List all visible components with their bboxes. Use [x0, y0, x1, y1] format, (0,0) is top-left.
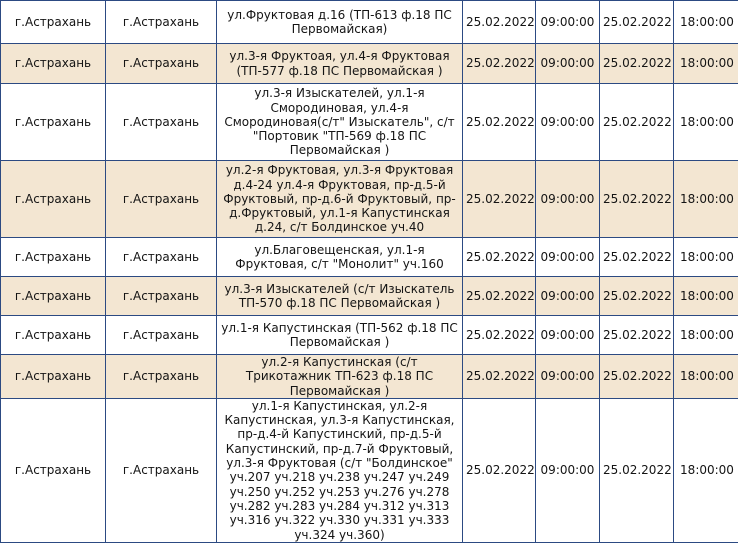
end-date-cell: 25.02.2022 [600, 161, 674, 238]
table-row [1, 84, 738, 161]
locality-cell: г.Астрахань [106, 161, 217, 238]
city-cell: г.Астрахань [1, 44, 106, 84]
locality-cell: г.Астрахань [106, 277, 217, 316]
end-time-cell: 18:00:00 [674, 238, 738, 277]
locality-cell: г.Астрахань [106, 44, 217, 84]
start-date-cell: 25.02.2022 [463, 355, 536, 399]
start-time-cell: 09:00:00 [536, 1, 600, 44]
address-cell: ул.1-я Капустинская (ТП-562 ф.18 ПС Первомайская ) [217, 316, 463, 355]
start-date-cell: 25.02.2022 [463, 161, 536, 238]
end-date-cell: 25.02.2022 [600, 44, 674, 84]
start-time-cell: 09:00:00 [536, 84, 600, 161]
table-row [1, 316, 738, 355]
table-row [1, 238, 738, 277]
end-date-cell: 25.02.2022 [600, 238, 674, 277]
end-time-cell: 18:00:00 [674, 44, 738, 84]
address-cell: ул.2-я Фруктовая, ул.3-я Фруктовая д.4-24 ул.4-я Фруктовая, пр-д.5-й Фруктовый, пр-д.6-й Фруктовый, пр-д.Фруктовый, ул.1-я Капустинская д.24, с/т Болдинское уч.40 [217, 161, 463, 238]
start-date-cell: 25.02.2022 [463, 44, 536, 84]
address-cell: ул.Благовещенская, ул.1-я Фруктовая, с/т "Монолит" уч.160 [217, 238, 463, 277]
address-cell: ул.3-я Фруктоая, ул.4-я Фруктовая (ТП-577 ф.18 ПС Первомайская ) [217, 44, 463, 84]
start-time-cell: 09:00:00 [536, 44, 600, 84]
city-cell: г.Астрахань [1, 316, 106, 355]
locality-cell: г.Астрахань [106, 316, 217, 355]
start-time-cell: 09:00:00 [536, 398, 600, 542]
table-row [1, 398, 738, 542]
start-time-cell: 09:00:00 [536, 316, 600, 355]
table-row [1, 44, 738, 84]
address-cell: ул.Фруктовая д.16 (ТП-613 ф.18 ПС Первомайская) [217, 1, 463, 44]
start-date-cell: 25.02.2022 [463, 84, 536, 161]
locality-cell: г.Астрахань [106, 355, 217, 399]
end-date-cell: 25.02.2022 [600, 277, 674, 316]
city-cell: г.Астрахань [1, 277, 106, 316]
city-cell: г.Астрахань [1, 238, 106, 277]
end-time-cell: 18:00:00 [674, 355, 738, 399]
start-date-cell: 25.02.2022 [463, 316, 536, 355]
table-row [1, 1, 738, 44]
start-time-cell: 09:00:00 [536, 238, 600, 277]
locality-cell: г.Астрахань [106, 398, 217, 542]
table-row [1, 355, 738, 399]
end-date-cell: 25.02.2022 [600, 84, 674, 161]
start-date-cell: 25.02.2022 [463, 398, 536, 542]
end-time-cell: 18:00:00 [674, 161, 738, 238]
locality-cell: г.Астрахань [106, 84, 217, 161]
end-date-cell: 25.02.2022 [600, 1, 674, 44]
address-cell: ул.3-я Изыскателей, ул.1-я Смородиновая, ул.4-я Смородиновая(с/т" Изыскатель", с/т "Портовик "ТП-569 ф.18 ПС Первомайская ) [217, 84, 463, 161]
table-row [1, 277, 738, 316]
end-date-cell: 25.02.2022 [600, 355, 674, 399]
city-cell: г.Астрахань [1, 1, 106, 44]
city-cell: г.Астрахань [1, 398, 106, 542]
city-cell: г.Астрахань [1, 161, 106, 238]
start-time-cell: 09:00:00 [536, 355, 600, 399]
end-time-cell: 18:00:00 [674, 316, 738, 355]
start-date-cell: 25.02.2022 [463, 1, 536, 44]
end-time-cell: 18:00:00 [674, 398, 738, 542]
city-cell: г.Астрахань [1, 355, 106, 399]
start-date-cell: 25.02.2022 [463, 238, 536, 277]
start-time-cell: 09:00:00 [536, 277, 600, 316]
address-cell: ул.2-я Капустинская (с/т Трикотажник ТП-623 ф.18 ПС Первомайская ) [217, 355, 463, 399]
locality-cell: г.Астрахань [106, 238, 217, 277]
table-row [1, 161, 738, 238]
start-date-cell: 25.02.2022 [463, 277, 536, 316]
city-cell: г.Астрахань [1, 84, 106, 161]
address-cell: ул.3-я Изыскателей (с/т Изыскатель ТП-570 ф.18 ПС Первомайская ) [217, 277, 463, 316]
end-date-cell: 25.02.2022 [600, 398, 674, 542]
end-time-cell: 18:00:00 [674, 1, 738, 44]
locality-cell: г.Астрахань [106, 1, 217, 44]
end-time-cell: 18:00:00 [674, 84, 738, 161]
address-cell: ул.1-я Капустинская, ул.2-я Капустинская, ул.3-я Капустинская, пр-д.4-й Капустинский, пр-д.5-й Капустинский, пр-д.7-й Фруктовый, ул.3-я Фруктовая (с/т "Болдинское" уч.207 уч.218 уч.238 уч.247 уч.249 уч.250 уч.252 уч.253 уч.276 уч.278 уч.282 уч.283 уч.284 уч.312 уч.313 уч.316 уч.322 уч.330 уч.331 уч.333 уч.324 уч.360) [217, 398, 463, 542]
end-date-cell: 25.02.2022 [600, 316, 674, 355]
end-time-cell: 18:00:00 [674, 277, 738, 316]
start-time-cell: 09:00:00 [536, 161, 600, 238]
